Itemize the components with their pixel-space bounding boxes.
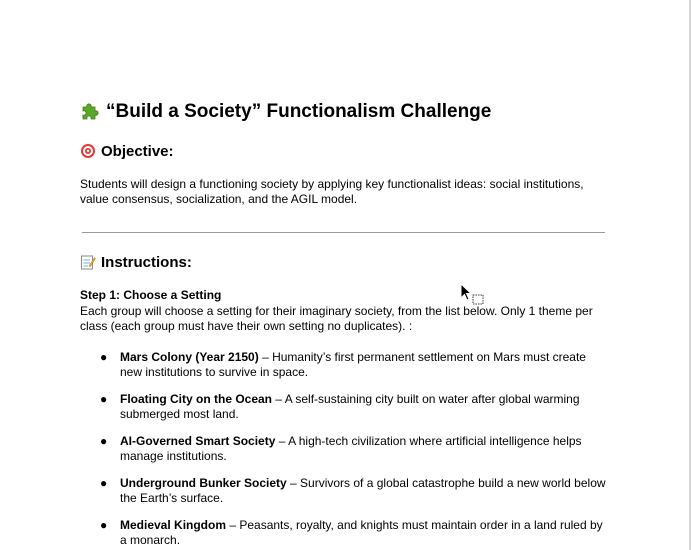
setting-description: – Peasants, royalty, and knights must maintain order in a land ruled by a monarch. [120,518,603,547]
setting-name: Floating City on the Ocean [120,392,273,406]
setting-name: AI-Governed Smart Society [120,434,276,448]
objective-heading [80,143,174,161]
objective-text: Students will design a functioning society by applying key functionalist ideas: social institutions, value consensus, socialization, and the AGIL model. [80,177,584,206]
setting-description: – A self-sustaining city built on water after global warming submerged most land. [120,392,580,421]
document-title [80,101,491,123]
puzzle-icon [80,101,100,123]
setting-name: Medieval Kingdom [120,518,227,532]
bullet-icon: ● [100,392,108,406]
title-text: “Build a Society” Functionalism Challenge [106,101,492,122]
list-item [80,476,610,506]
list-item [80,434,610,464]
settings-list [80,350,610,550]
bullet-icon: ● [100,518,108,532]
mouse-cursor-icon [460,283,486,307]
setting-description: – Survivors of a global catastrophe build a new world below the Earth’s surface. [120,476,606,505]
instructions-heading-text: Instructions: [101,254,192,271]
step-1-text: Each group will choose a setting for their imaginary society, from the list below. Only 1 theme per class (each group must have their own setting no duplicates). : [80,304,593,333]
bullet-icon: ● [100,476,108,490]
setting-name: Underground Bunker Society [120,476,287,490]
memo-icon [80,254,96,272]
setting-description: – A high-tech civilization where artificial intelligence helps manage institutions. [120,434,582,463]
list-item [80,518,610,548]
setting-name: Mars Colony (Year 2150) [120,350,259,364]
objective-heading-text: Objective: [101,143,174,160]
list-item [80,392,610,422]
bullet-icon: ● [100,350,108,364]
list-item [80,350,610,380]
setting-description: – Humanity’s first permanent settlement on Mars must create new institutions to survive in space. [120,350,586,379]
bullet-icon: ● [100,434,108,448]
step-1-heading: Step 1: Choose a Setting [80,288,222,302]
target-icon [80,143,96,161]
instructions-heading [80,254,192,272]
horizontal-divider [82,232,605,233]
